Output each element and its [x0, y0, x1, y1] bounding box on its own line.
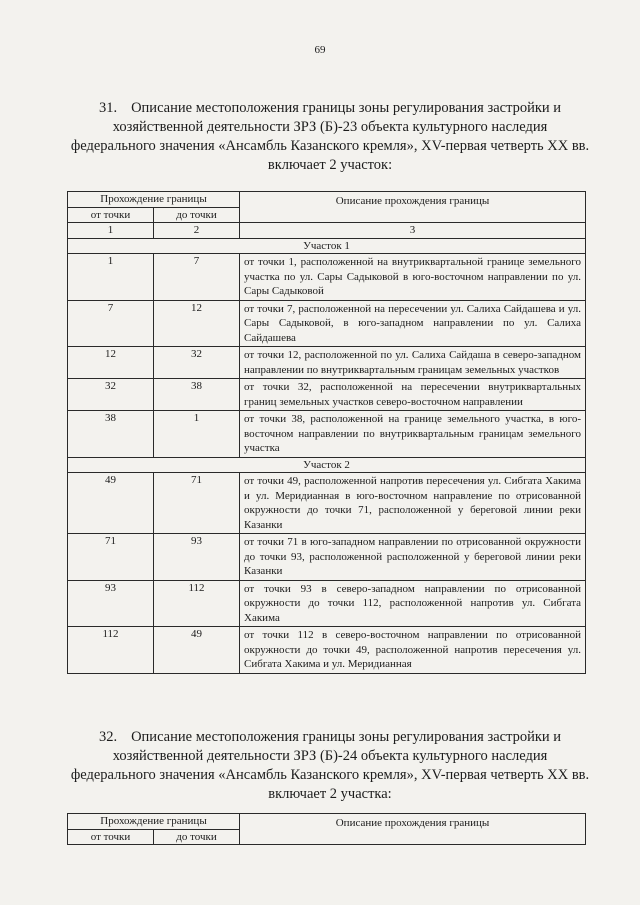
table-row	[68, 580, 586, 627]
from-point-cell: 7	[68, 300, 154, 347]
to-point-cell: 32	[154, 347, 240, 379]
from-point-cell: 1	[68, 254, 154, 301]
section-32-number: 32.	[98, 729, 118, 745]
description-cell: от точки 32, расположенной на пересечении внутриквартальных границ земельных участков северо-восточном направлении	[240, 379, 586, 411]
boundary-table-32	[67, 813, 586, 845]
to-point-cell: 7	[154, 254, 240, 301]
column-number-2: 2	[154, 223, 240, 239]
to-point-cell: 71	[154, 473, 240, 534]
section-31-heading	[70, 99, 590, 175]
section-title: Участок 1	[68, 238, 586, 254]
header-from-point: от точки	[68, 207, 154, 223]
header-description: Описание прохождения границы	[240, 192, 586, 223]
page-number: 69	[314, 44, 326, 56]
boundary-table-31	[67, 191, 586, 674]
header-description: Описание прохождения границы	[240, 814, 586, 845]
section-31-text: Описание местоположения границы зоны регулирования застройки и хозяйственной деятельности ЗРЗ (Б)-23 объекта культурного наследия федерального значения «Ансамбль Казанского кремля», XV-первая четверть XX вв. включает 2 участок:	[70, 100, 590, 173]
table-row	[68, 411, 586, 458]
from-point-cell: 93	[68, 580, 154, 627]
section-32-text: Описание местоположения границы зоны регулирования застройки и хозяйственной деятельности ЗРЗ (Б)-24 объекта культурного наследия федерального значения «Ансамбль Казанского кремля», XV-первая четверть XX вв. включает 2 участка:	[70, 729, 590, 802]
description-cell: от точки 38, расположенной на границе земельного участка, в юго-восточном направлении по внутриквартальным границам земельного участка	[240, 411, 586, 458]
header-to-point: до точки	[154, 207, 240, 223]
table-row	[68, 254, 586, 301]
description-cell: от точки 12, расположенной по ул. Салиха Сайдаша в северо-западном направлении по внутриквартальным границам земельных участков	[240, 347, 586, 379]
description-cell: от точки 71 в юго-западном направлении по отрисованной окружности до точки 93, расположенной расположенной у береговой линии реки Казанки	[240, 534, 586, 581]
to-point-cell: 49	[154, 627, 240, 674]
from-point-cell: 49	[68, 473, 154, 534]
header-from-point: от точки	[68, 829, 154, 845]
description-cell: от точки 1, расположенной на внутриквартальной границе земельного участка по ул. Сары Садыковой в юго-восточном направлении по ул. Сары Садыковой	[240, 254, 586, 301]
table-row	[68, 379, 586, 411]
from-point-cell: 32	[68, 379, 154, 411]
table-row	[68, 534, 586, 581]
to-point-cell: 38	[154, 379, 240, 411]
from-point-cell: 112	[68, 627, 154, 674]
header-boundary-passage: Прохождение границы	[68, 814, 240, 830]
description-cell: от точки 93 в северо-западном направлении по отрисованной окружности до точки 112, расположенной напротив ул. Сибгата Хакима	[240, 580, 586, 627]
from-point-cell: 38	[68, 411, 154, 458]
to-point-cell: 1	[154, 411, 240, 458]
from-point-cell: 12	[68, 347, 154, 379]
table-row	[68, 300, 586, 347]
to-point-cell: 93	[154, 534, 240, 581]
description-cell: от точки 112 в северо-восточном направлении по отрисованной окружности до точки 49, расположенной напротив пересечения ул. Сибгата Хакима и ул. Меридианная	[240, 627, 586, 674]
table-row	[68, 627, 586, 674]
header-boundary-passage: Прохождение границы	[68, 192, 240, 208]
section-31-number: 31.	[98, 100, 118, 116]
table-row	[68, 473, 586, 534]
to-point-cell: 112	[154, 580, 240, 627]
from-point-cell: 71	[68, 534, 154, 581]
header-to-point: до точки	[154, 829, 240, 845]
description-cell: от точки 49, расположенной напротив пересечения ул. Сибгата Хакима и ул. Меридианная в юго-восточном направление по отрисованной окружности до точки 71, расположенной у береговой линии реки Казанки	[240, 473, 586, 534]
to-point-cell: 12	[154, 300, 240, 347]
description-cell: от точки 7, расположенной на пересечении ул. Салиха Сайдашева и ул. Сары Садыковой, в юго-западном направлении по ул. Салиха Сайдашева	[240, 300, 586, 347]
section-32-heading	[70, 728, 590, 804]
column-number-1: 1	[68, 223, 154, 239]
column-number-3: 3	[240, 223, 586, 239]
table-row	[68, 347, 586, 379]
section-title: Участок 2	[68, 457, 586, 473]
